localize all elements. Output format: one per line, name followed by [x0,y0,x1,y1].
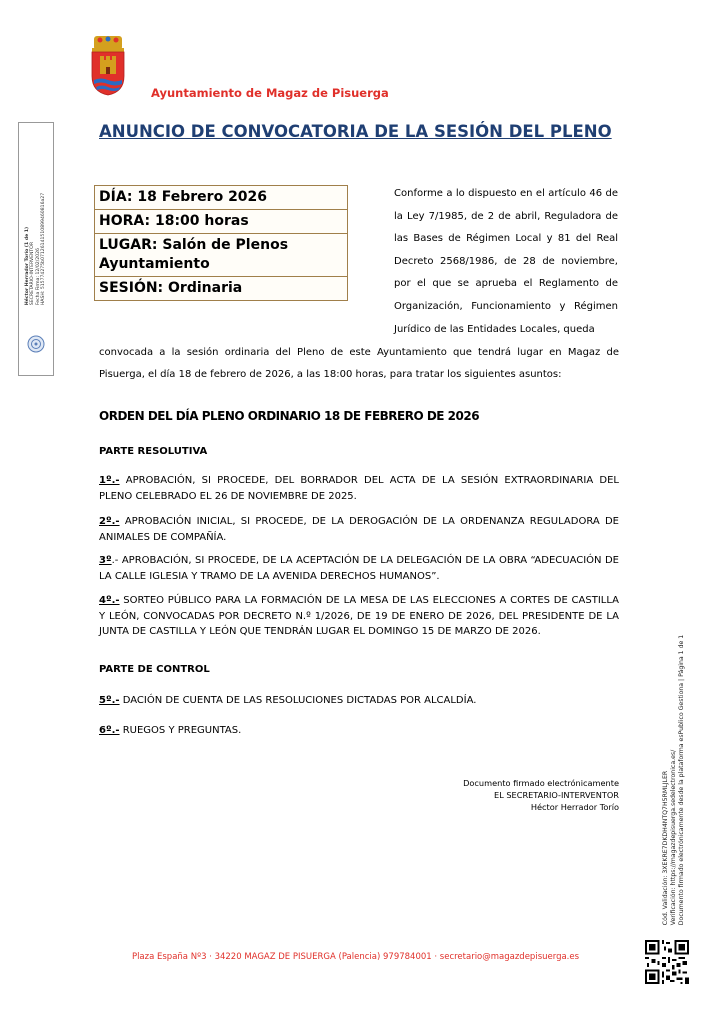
agenda-item-text: .- APROBACIÓN, SI PROCEDE, DE LA ACEPTACIÓN DE LA DELEGACIÓN DE LA OBRA “ADECUACIÓN DE LA CALLE IGLESIA Y TRAMO DE LA AVENIDA DERECHOS HUMANOS”. [99,555,619,582]
agenda-item-text: DACIÓN DE CUENTA DE LAS RESOLUCIONES DICTADAS POR ALCALDÍA. [119,695,477,706]
validation-sidebar [654,630,694,930]
session-time: HORA: 18:00 horas [95,210,347,234]
agenda-item [99,723,619,739]
signature-line-3: Héctor Herrador Torío [530,802,619,812]
verification-url: Verificación: https://magazdepisuerga.sedelectronica.es/ [670,749,677,926]
session-info-box [94,185,348,301]
agenda-item-text: APROBACIÓN, SI PROCEDE, DEL BORRADOR DEL ACTA DE LA SESIÓN EXTRAORDINARIA DEL PLENO CELEBRADO EL 26 DE NOVIEMBRE DE 2025. [99,475,619,502]
footer-address: Plaza España Nº3 · 34220 MAGAZ DE PISUERGA (Palencia) 979784001 · secretario@magazdepisuerga.es [131,952,580,962]
session-type: SESIÓN: Ordinaria [99,280,243,296]
agenda-item [99,473,619,504]
agenda-item-number: 2º.- [99,516,120,527]
agenda-item [99,514,619,545]
session-date: DÍA: 18 Febrero 2026 [95,186,347,210]
agenda-item-number: 6º.- [99,725,120,736]
agenda-item [99,593,619,640]
intro-paragraph-right: Conforme a lo dispuesto en el artículo 46 de la Ley 7/1985, de 2 de abril, Reguladora de las Bases de Régimen Local y 81 del Real Decreto 2568/1986, de 28 de noviembre, por el que se aprueba el Reglamento de Organización, Funcionamiento y Régimen Jurídico de las Entidades Locales, queda [394,188,618,335]
signature-stamp [18,122,54,376]
agenda-item-number: 3º [99,555,112,566]
agenda-item-text: SORTEO PÚBLICO PARA LA FORMACIÓN DE LA MESA DE LAS ELECCIONES A CORTES DE CASTILLA Y LEÓN, CONVOCADAS POR DECRETO N.º 1/2026, DE 19 DE ENERO DE 2026, DEL PRESIDENTE DE LA JUNTA DE CASTILLA Y LEÓN QUE TENDRÁN LUGAR EL DOMINGO 15 DE MARZO DE 2026. [99,595,619,637]
signature-line-1: Documento firmado electrónicamente [463,778,619,788]
agenda-item-number: 4º.- [99,595,120,606]
section-heading-resolutiva: PARTE RESOLUTIVA [99,446,208,457]
agenda-title: ORDEN DEL DÍA PLENO ORDINARIO 18 DE FEBRERO DE 2026 [99,409,480,423]
stamp-hash: HASH: 515774275b07126141510899460816a27 [41,192,47,306]
seal-icon [27,335,45,353]
agenda-item-text: APROBACIÓN INICIAL, SI PROCEDE, DE LA DEROGACIÓN DE LA ORDENANZA REGULADORA DE ANIMALES DE COMPAÑÍA. [99,516,619,543]
qr-code-icon[interactable] [645,940,689,984]
agenda-item [99,693,619,709]
municipal-crest-logo [88,34,128,96]
platform-note: Documento firmado electrónicamente desde la plataforma esPublico Gestiona | Página 1 de 1 [678,634,685,926]
agenda-item-text: RUEGOS Y PREGUNTAS. [119,725,242,736]
stamp-date: Fecha Firma: 12/02/2026 [36,248,41,306]
validation-code: Cód. Validación: 3XEKRE7DKDH4NTQ7H5RMLJLER [662,770,669,926]
agenda-item-number: 1º.- [99,475,120,486]
stamp-signer: Héctor Herrador Torío (1 de 1) [25,226,31,306]
section-heading-control: PARTE DE CONTROL [99,664,210,675]
session-place: LUGAR: Salón de Plenos Ayuntamiento [95,234,347,277]
signature-line-2: EL SECRETARIO-INTERVENTOR [494,790,619,800]
agenda-item [99,553,619,584]
stamp-text [25,193,47,305]
stamp-role: SECRETARIO-INTERVENTOR [30,241,36,306]
intro-paragraph-full: convocada a la sesión ordinaria del Pleno de este Ayuntamiento que tendrá lugar en Magaz de Pisuerga, el día 18 de febrero de 2026, a las 18:00 horas, para tratar los siguientes asuntos: [99,347,619,380]
organization-name: Ayuntamiento de Magaz de Pisuerga [151,86,389,100]
page-title: ANUNCIO DE CONVOCATORIA DE LA SESIÓN DEL PLENO [99,122,612,141]
agenda-item-number: 5º.- [99,695,120,706]
signature-block [463,777,619,813]
